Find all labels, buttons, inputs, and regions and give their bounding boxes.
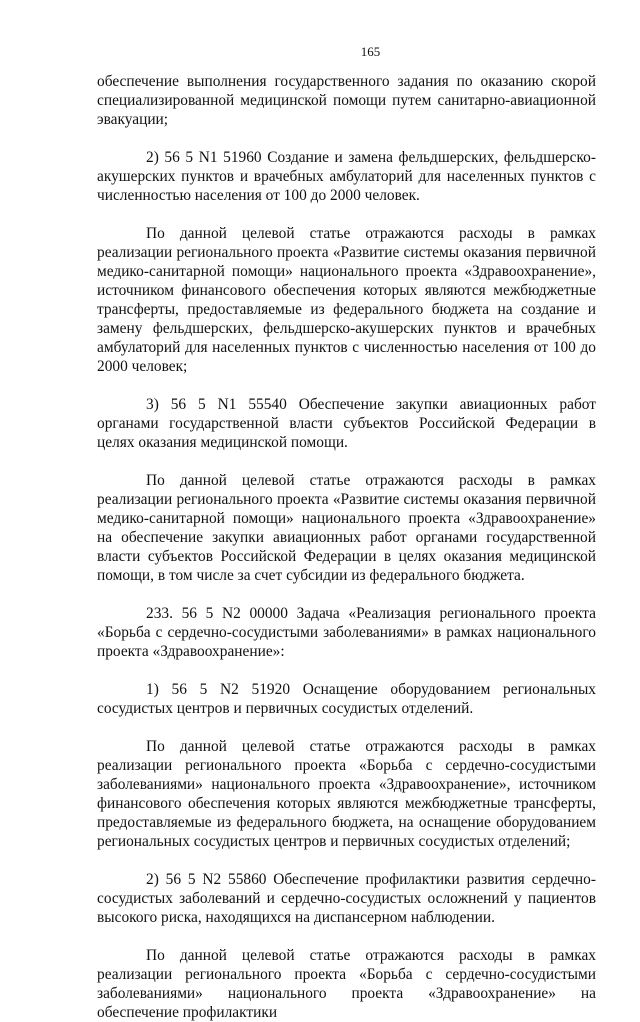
paragraph: обеспечение выполнения государственного задания по оказанию скорой специализированной медицинской помощи путем санитарно-авиационной эвакуации; bbox=[97, 73, 596, 128]
paragraph: 2) 56 5 N2 55860 Обеспечение профилактики развития сердечно-сосудистых заболеваний и сердечно-сосудистых осложнений у пациентов высокого риска, находящихся на диспансерном наблюдении. bbox=[97, 871, 596, 926]
paragraph: По данной целевой статье отражаются расходы в рамках реализации регионального проекта «Борьба с сердечно-сосудистыми заболеваниями» национального проекта «Здравоохранение», источником финансового обеспечения которых являются межбюджетные трансферты, предоставляемые из федерального бюджета, на оснащение оборудованием региональных сосудистых центров и первичных сосудистых отделений; bbox=[97, 738, 596, 850]
paragraph: 3) 56 5 N1 55540 Обеспечение закупки авиационных работ органами государственной власти субъектов Российской Федерации в целях оказания медицинской помощи. bbox=[97, 396, 596, 451]
paragraph: По данной целевой статье отражаются расходы в рамках реализации регионального проекта «Борьба с сердечно-сосудистыми заболеваниями» национального проекта «Здравоохранение» на обеспечение профилактики bbox=[97, 947, 596, 1021]
paragraph: По данной целевой статье отражаются расходы в рамках реализации регионального проекта «Развитие системы оказания первичной медико-санитарной помощи» национального проекта «Здравоохранение», источником финансового обеспечения которых являются межбюджетные трансферты, предоставляемые из федерального бюджета на создание и замену фельдшерских, фельдшерско-акушерских пунктов и врачебных амбулаторий для населенных пунктов с численностью населения от 100 до 2000 человек; bbox=[97, 225, 596, 375]
paragraph: По данной целевой статье отражаются расходы в рамках реализации регионального проекта «Развитие системы оказания первичной медико-санитарной помощи» национального проекта «Здравоохранение» на обеспечение закупки авиационных работ органами государственной власти субъектов Российской Федерации в целях оказания медицинской помощи, в том числе за счет субсидии из федерального бюджета. bbox=[97, 472, 596, 584]
paragraph: 233. 56 5 N2 00000 Задача «Реализация регионального проекта «Борьба с сердечно-сосудистыми заболеваниями» в рамках национального проекта «Здравоохранение»: bbox=[97, 605, 596, 660]
page-number: 165 bbox=[360, 44, 381, 59]
document-body bbox=[97, 72, 596, 1022]
paragraph: 2) 56 5 N1 51960 Создание и замена фельдшерских, фельдшерско-акушерских пунктов и врачебных амбулаторий для населенных пунктов с численностью населения от 100 до 2000 человек. bbox=[97, 149, 596, 204]
paragraph: 1) 56 5 N2 51920 Оснащение оборудованием региональных сосудистых центров и первичных сосудистых отделений. bbox=[97, 681, 596, 717]
